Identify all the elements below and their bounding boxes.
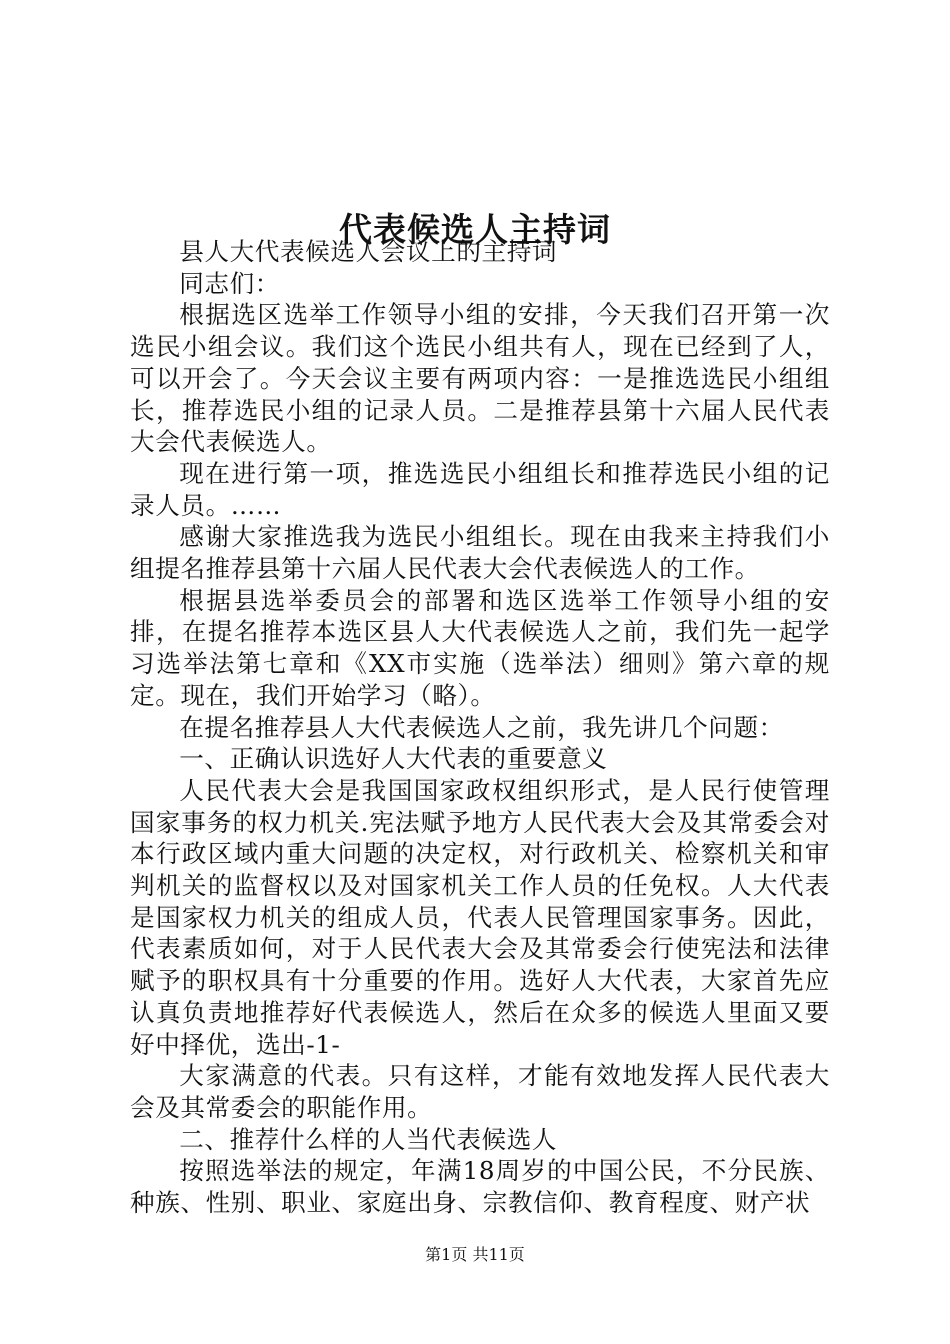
body-paragraph: 根据县选举委员会的部署和选区选举工作领导小组的安排，在提名推荐本选区县人大代表候选人之前，我们先一起学习选举法第七章和《XX市实施（选举法）细则》第六章的规定。现在，我们开始学习（略）。 bbox=[130, 585, 830, 710]
section-heading: 一、正确认识选好人大代表的重要意义 bbox=[179, 744, 608, 774]
subtitle-paragraph: 县人大代表候选人会议上的主持词 bbox=[179, 237, 558, 266]
document-body bbox=[130, 236, 830, 1219]
body-paragraph: 根据选区选举工作领导小组的安排，今天我们召开第一次选民小组会议。我们这个选民小组共有人，现在已经到了人，可以开会了。今天会议主要有两项内容：一是推选选民小组组长，推荐选民小组的记录人员。二是推荐县第十六届人民代表大会代表候选人。 bbox=[130, 300, 830, 457]
body-paragraph: 大家满意的代表。只有这样，才能有效地发挥人民代表大会及其常委会的职能作用。 bbox=[130, 1061, 830, 1122]
body-paragraph: 感谢大家推选我为选民小组组长。现在由我来主持我们小组提名推荐县第十六届人民代表大会代表候选人的工作。 bbox=[130, 522, 830, 584]
body-paragraph: 人民代表大会是我国国家政权组织形式，是人民行使管理国家事务的权力机关.宪法赋予地方人民代表大会及其常委会对本行政区域内重大问题的决定权，对行政机关、检察机关和审判机关的监督权以及对国家机关工作人员的任免权。人大代表是国家权力机关的组成人员，代表人民管理国家事务。因此，代表素质如何，对于人民代表大会及其常委会行使宪法和法律赋予的职权具有十分重要的作用。选好人大代表，大家首先应认真负责地推荐好代表候选人，然后在众多的候选人里面又要好中择优，选出-1- bbox=[130, 775, 830, 1059]
body-paragraph: 现在进行第一项，推选选民小组组长和推荐选民小组的记录人员。…… bbox=[130, 458, 830, 520]
salutation-paragraph: 同志们： bbox=[179, 268, 280, 298]
body-paragraph: 在提名推荐县人大代表候选人之前，我先讲几个问题： bbox=[179, 712, 784, 742]
page-footer: 第1页 共11页 bbox=[425, 1245, 525, 1264]
document-title: 代表候选人主持词 bbox=[339, 210, 611, 250]
section-heading: 二、推荐什么样的人当代表候选人 bbox=[179, 1124, 558, 1154]
body-paragraph: 按照选举法的规定，年满18周岁的中国公民，不分民族、种族、性别、职业、家庭出身、宗教信仰、教育程度、财产状 bbox=[130, 1156, 830, 1218]
